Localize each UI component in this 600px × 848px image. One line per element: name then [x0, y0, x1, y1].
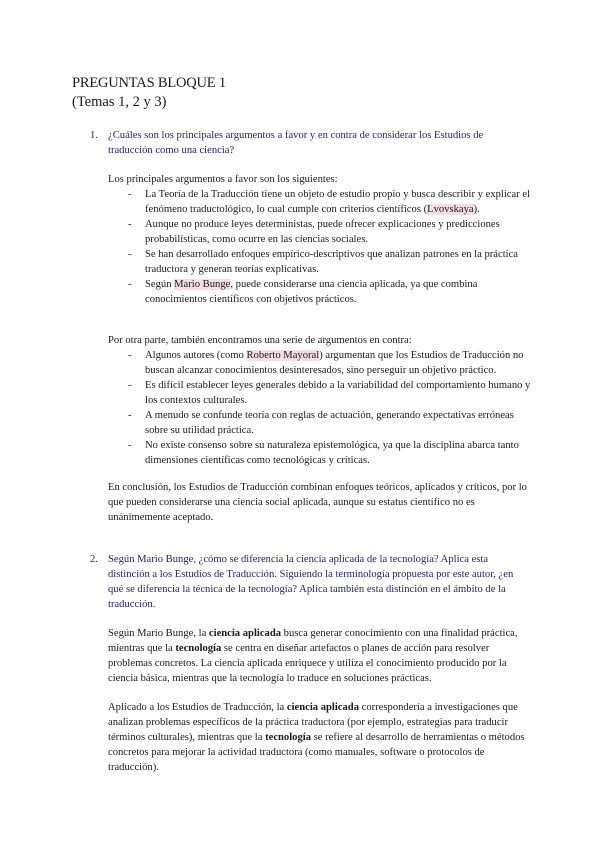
answer-paragraph-1: Según Mario Bunge, la ciencia aplicada busca generar conocimiento con una finalidad práctica, mientras que la tecnología se centra en diseñar artefactos o planes de acción para resolver problemas concretos. La ciencia aplicada enriquece y utiliza el conocimiento producido por la ciencia básica, mientras que la tecnología lo traduce en soluciones prácticas. — [108, 628, 518, 684]
list-item: - Según Mario Bunge, puede considerarse una ciencia aplicada, ya que combina conocimientos científicos con objetivos prácticos. — [128, 279, 478, 305]
contra-intro: Por otra parte, también encontramos una serie de argumentos en contra: — [108, 335, 412, 346]
list-item: - Aunque no produce leyes deterministas, puede ofrecer explicaciones y predicciones probabilísticas, como ocurre en las ciencias sociales. — [128, 219, 500, 245]
contra-list — [128, 348, 532, 468]
question-1 — [90, 128, 530, 158]
question-text: ¿Cuáles son los principales argumentos a favor y en contra de considerar los Estudios de traducción como una ciencia? — [108, 130, 484, 156]
conclusion-paragraph: En conclusión, los Estudios de Traducción combinan enfoques teóricos, aplicados y críticos, por lo que pueden considerarse una ciencia social aplicada, aunque su estatus científico no es unánimemente aceptado. — [108, 482, 527, 523]
question-2 — [90, 552, 530, 612]
list-item: - No existe consenso sobre su naturaleza epistemológica, ya que la disciplina abarca tanto dimensiones científicas como tecnológicas y críticas. — [128, 440, 519, 466]
question-number: 2. — [90, 554, 98, 565]
document-title: PREGUNTAS BLOQUE 1 — [72, 75, 226, 91]
bold-term: ciencia aplicada — [286, 702, 359, 713]
list-item: - Es difícil establecer leyes generales debido a la variabilidad del comportamiento humano y los contextos culturales. — [128, 380, 531, 406]
bold-term: tecnología — [175, 643, 222, 654]
question-text: Según Mario Bunge, ¿cómo se diferencia la ciencia aplicada de la tecnología? Aplica esta distinción a los Estudios de Traducción. Siguiendo la terminología propuesta por este autor, ¿en qué se diferencia la técnica de la tecnología? Aplica también esta distinción en el ámbito de la traducción. — [108, 554, 514, 610]
highlighted-author: Roberto Mayoral — [246, 350, 320, 361]
list-item: - A menudo se confunde teoría con reglas de actuación, generando expectativas erróneas sobre su utilidad práctica. — [128, 410, 514, 436]
bold-term: ciencia aplicada — [208, 628, 282, 639]
list-item: - Algunos autores (como Roberto Mayoral) argumentan que los Estudios de Traducción no buscan alcanzar conocimientos desinteresados, sino perseguir un objetivo práctico. — [128, 350, 524, 376]
list-item: - Se han desarrollado enfoques empírico-descriptivos que analizan patrones en la práctica traductora y generan teorías explicativas. — [128, 249, 518, 275]
favor-list — [128, 187, 532, 307]
bold-term: tecnología — [265, 732, 311, 743]
question-number: 1. — [90, 130, 98, 141]
answer-paragraph-2: Aplicado a los Estudios de Traducción, la ciencia aplicada correspondería a investigaciones que analizan problemas específicos de la práctica traductora (por ejemplo, estrategias para traducir términos culturales), mientras que la tecnología se refiere al desarrollo de herramientas o métodos concretos para mejorar la actividad traductora (como manuales, software o protocolos de traducción). — [108, 702, 525, 773]
list-item: - La Teoría de la Traducción tiene un objeto de estudio propio y busca describir y explicar el fenómeno traductológico, lo cual cumple con criterios científicos (Lvovskaya). — [128, 189, 531, 215]
favor-intro: Los principales argumentos a favor son los siguientes: — [108, 174, 338, 185]
document-subtitle: (Temas 1, 2 y 3) — [72, 94, 167, 110]
highlighted-author: Lvovskaya — [427, 204, 474, 215]
highlighted-author: Mario Bunge — [174, 279, 231, 290]
